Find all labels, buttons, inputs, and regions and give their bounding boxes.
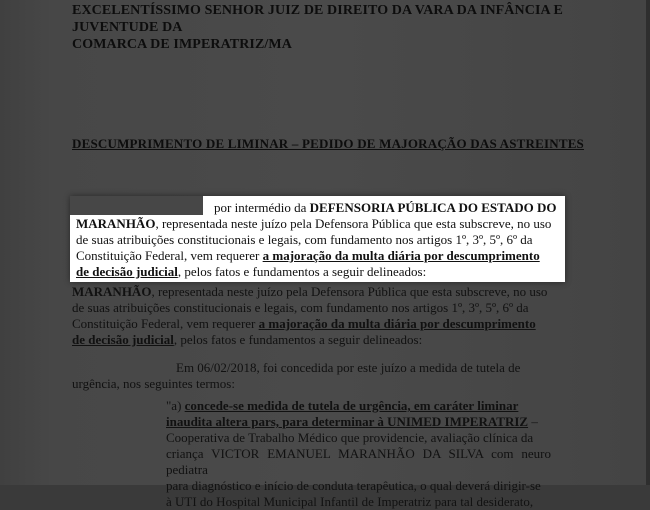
box-line-5 bbox=[76, 264, 560, 280]
heading-line-2: COMARCA DE IMPERATRIZ/MA bbox=[72, 37, 292, 52]
quote-line-4: criança VICTOR EMANUEL MARANHÃO DA SILVA com neuro pediatra bbox=[166, 446, 551, 477]
quote-line-5: para diagnóstico e início de conduta terapêutica, o qual deverá dirigir-se bbox=[166, 478, 541, 493]
quote-line-2-underlined: inaudita altera pars, para determinar à UNIMED IMPERATRIZ bbox=[166, 414, 529, 429]
facts-paragraph bbox=[72, 360, 552, 392]
original-paragraph bbox=[72, 284, 552, 348]
under-line-3 bbox=[72, 316, 552, 332]
quote-line-1-prefix: "a) bbox=[166, 398, 185, 413]
quote-line-3: Cooperativa de Trabalho Médico que providencie, avaliação clínica da bbox=[166, 430, 534, 445]
heading-line-1: EXCELENTÍSSIMO SENHOR JUIZ DE DIREITO DA VARA DA INFÂNCIA E JUVENTUDE DA bbox=[72, 3, 563, 35]
quote-line-1 bbox=[166, 398, 551, 414]
page-edge bbox=[646, 0, 650, 485]
box-line-5-underlined: de decisão judicial bbox=[76, 264, 178, 279]
under-line-4 bbox=[72, 332, 552, 348]
facts-line-2: urgência, nos seguintes termos: bbox=[72, 376, 235, 391]
facts-line-1: Em 06/02/2018, foi concedida por este juízo a medida de tutela de bbox=[176, 360, 521, 375]
box-line-2-bold: MARANHÃO bbox=[76, 216, 156, 231]
under-line-4-underlined: de decisão judicial bbox=[72, 332, 174, 347]
under-line-1 bbox=[72, 284, 552, 300]
box-line-2-text: , representada neste juízo pela Defensora Pública que esta subscreve, no uso bbox=[155, 216, 552, 231]
quote-line-6: à UTI do Hospital Municipal Infantil de Imperatriz para tal desiderato, bbox=[166, 494, 534, 509]
box-top-cutout bbox=[70, 196, 203, 215]
box-line-4-text: Constituição Federal, vem requerer bbox=[76, 248, 263, 263]
box-line-4-underlined: a majoração da multa diária por descumprimento bbox=[262, 248, 540, 263]
under-line-1-text: , representada neste juízo pela Defensora Pública que esta subscreve, no uso bbox=[151, 284, 548, 299]
under-line-2: de suas atribuições constitucionais e legais, com fundamento nos artigos 1º, 3º, 5º, 6º da bbox=[72, 300, 529, 315]
box-line-2 bbox=[76, 216, 560, 232]
document-heading bbox=[72, 2, 572, 53]
quoted-decision bbox=[166, 398, 551, 510]
under-line-3-underlined: a majoração da multa diária por descumprimento bbox=[258, 316, 536, 331]
box-line-3: de suas atribuições constitucionais e legais, com fundamento nos artigos 1º, 3º, 5º, 6º da bbox=[76, 232, 533, 247]
under-line-3-text: Constituição Federal, vem requerer bbox=[72, 316, 259, 331]
quote-line-1-underlined: concede-se medida de tutela de urgência, em caráter liminar bbox=[184, 398, 519, 413]
quote-line-2 bbox=[166, 414, 551, 430]
quote-line-2-text: – bbox=[528, 414, 538, 429]
document-subject: DESCUMPRIMENTO DE LIMINAR – PEDIDO DE MAJORAÇÃO DAS ASTREINTES bbox=[72, 136, 584, 151]
under-line-4-text: , pelos fatos e fundamentos a seguir delineados: bbox=[173, 332, 423, 347]
under-line-1-bold: MARANHÃO bbox=[72, 284, 152, 299]
box-line-1-text: por intermédio da bbox=[214, 200, 310, 215]
box-line-5-text: , pelos fatos e fundamentos a seguir delineados: bbox=[177, 264, 427, 279]
box-line-4 bbox=[76, 248, 560, 264]
box-line-1-bold: DEFENSORIA PÚBLICA DO ESTADO DO bbox=[309, 200, 557, 215]
